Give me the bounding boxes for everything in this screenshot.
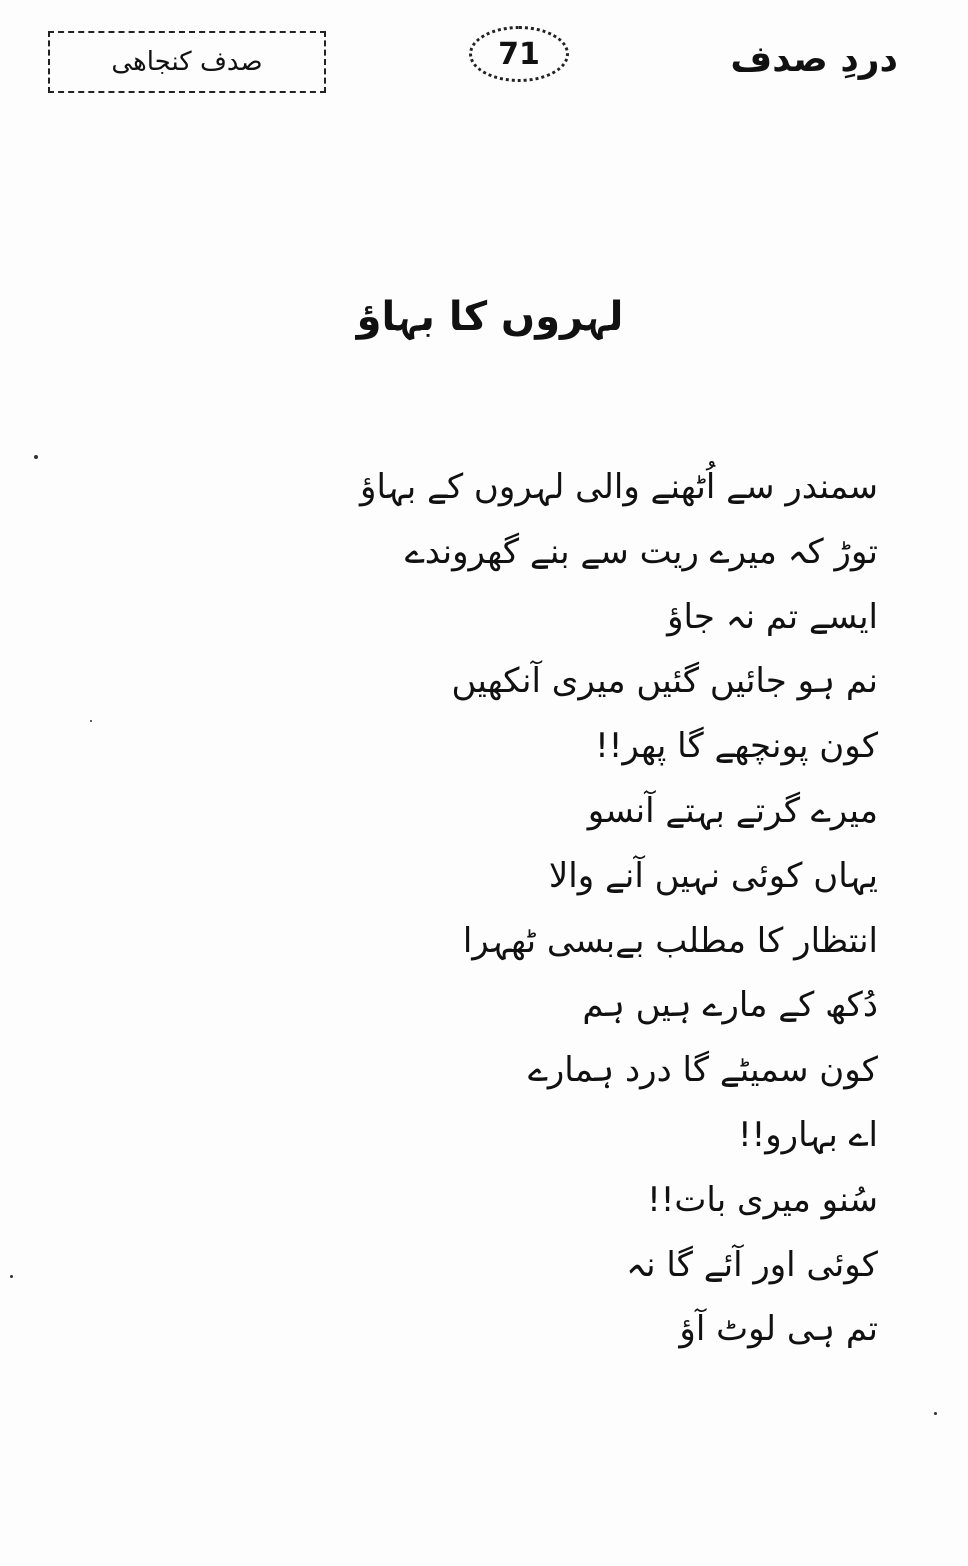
poem-line: سُنو میری بات!! xyxy=(647,1179,878,1220)
page-number-badge xyxy=(469,26,569,82)
poem-line: سمندر سے اُٹھنے والی لہروں کے بہاؤ xyxy=(360,467,878,507)
poem-line: اے بہارو!! xyxy=(737,1114,878,1155)
poem-line: دُکھ کے مارے ہیں ہم xyxy=(582,985,878,1026)
page-number: 71 xyxy=(498,36,540,72)
poem-line: یہاں کوئی نہیں آنے والا xyxy=(548,855,878,896)
scan-speck xyxy=(34,455,38,459)
author-name: صدف کنجاھی xyxy=(111,47,263,77)
poem-lines xyxy=(358,455,878,1362)
poem-line: تم ہی لوٹ آؤ xyxy=(679,1309,878,1350)
poem-line: کون پونچھے گا پھر!! xyxy=(595,726,878,767)
scan-speck xyxy=(934,1412,937,1415)
poem-line: میرے گرتے بہتے آنسو xyxy=(587,790,878,831)
book-title: دردِ صدف xyxy=(730,39,898,80)
poem-line: انتظار کا مطلب بےبسی ٹھہرا xyxy=(462,920,878,961)
scan-speck xyxy=(90,720,92,722)
poem-title: لہروں کا بہاؤ xyxy=(356,294,624,340)
poem-line: توڑ کہ میرے ریت سے بنے گھروندے xyxy=(404,531,878,572)
scan-speck xyxy=(10,1275,13,1278)
author-name-box xyxy=(48,31,326,93)
poem-line: کوئی اور آئے گا نہ xyxy=(626,1244,878,1285)
poem-line: کون سمیٹے گا درد ہمارے xyxy=(527,1050,878,1091)
poem-line: ایسے تم نہ جاؤ xyxy=(667,596,878,637)
poem-line: نم ہو جائیں گئیں میری آنکھیں xyxy=(451,661,878,702)
